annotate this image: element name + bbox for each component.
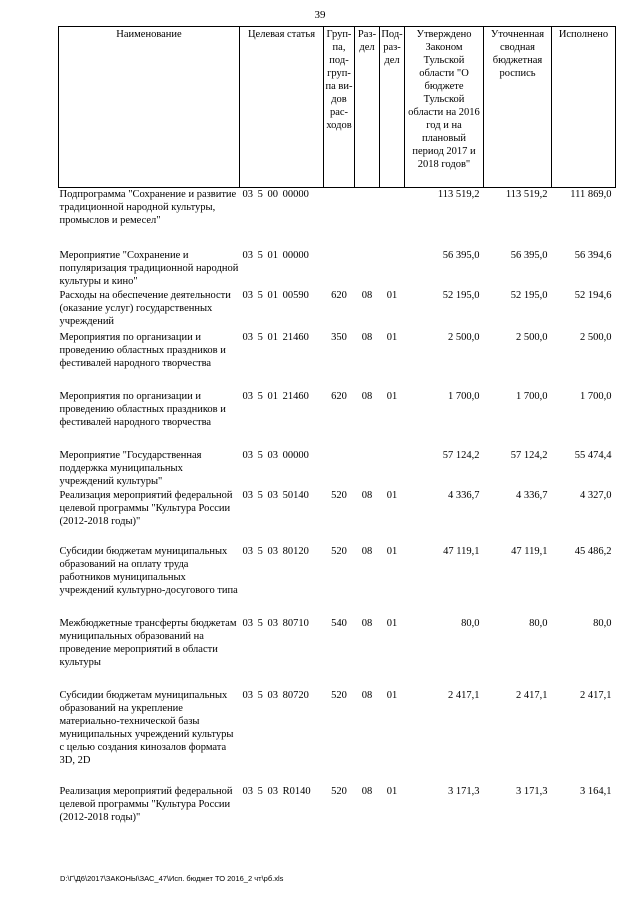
row-target-code: 03 5 03 80720 xyxy=(242,689,309,701)
row-target-code: 03 5 01 00590 xyxy=(242,289,309,301)
table-row xyxy=(59,489,616,545)
row-approved: 47 119,1 xyxy=(443,545,480,557)
row-name: Реализация мероприятий федеральной целевой программы "Культура России (2012-2018 годы)" xyxy=(59,785,233,823)
row-executed: 4 327,0 xyxy=(580,489,612,501)
row-group xyxy=(324,188,355,249)
row-refined: 113 519,2 xyxy=(505,189,548,200)
row-razdel: 08 xyxy=(361,545,373,557)
header-name: Наименование xyxy=(59,27,240,188)
row-razdel: 08 xyxy=(361,289,373,301)
row-podrazdel: 01 xyxy=(386,390,398,402)
table-row xyxy=(59,785,616,841)
table-row xyxy=(59,617,616,689)
row-target-code: 03 5 03 R0140 xyxy=(242,785,311,797)
row-group: 520 xyxy=(331,545,347,557)
row-razdel: 08 xyxy=(361,785,373,797)
row-target-code: 03 5 01 21460 xyxy=(242,390,309,402)
row-podrazdel: 01 xyxy=(386,545,398,557)
row-approved: 3 171,3 xyxy=(448,785,480,797)
row-group: 520 xyxy=(331,785,347,797)
row-group: 350 xyxy=(331,331,347,343)
row-target-code: 03 5 03 50140 xyxy=(242,489,309,501)
row-name: Подпрограмма "Сохранение и развитие традиционной народной культуры, промыслов и ремесел" xyxy=(59,189,237,226)
row-refined: 4 336,7 xyxy=(516,489,548,501)
header-code: Целевая статья xyxy=(240,27,324,188)
header-group: Груп-па, под-груп-па ви-дов рас-ходов xyxy=(324,27,355,188)
row-refined: 2 500,0 xyxy=(516,331,548,343)
row-podrazdel xyxy=(380,249,405,289)
row-razdel xyxy=(355,449,380,489)
row-group: 620 xyxy=(331,390,347,402)
row-podrazdel: 01 xyxy=(386,489,398,501)
header-executed: Исполнено xyxy=(552,27,616,188)
row-razdel: 08 xyxy=(361,331,373,343)
row-approved: 56 395,0 xyxy=(442,249,480,261)
row-podrazdel xyxy=(380,449,405,489)
row-name: Мероприятие "Сохранение и популяризация традиционной народной культуры и кино" xyxy=(59,249,239,287)
row-group: 520 xyxy=(331,489,347,501)
row-approved: 4 336,7 xyxy=(448,489,480,501)
table-header-row xyxy=(59,27,616,188)
row-name: Субсидии бюджетам муниципальных образований на укрепление материально-технической базы муниципальных учреждений культуры с целью создания кинозалов формата 3D, 2D xyxy=(59,689,234,766)
row-group: 540 xyxy=(331,617,347,629)
row-podrazdel: 01 xyxy=(386,785,398,797)
row-razdel: 08 xyxy=(361,390,373,402)
header-podrazdel: Под-раз-дел xyxy=(380,27,405,188)
table-row xyxy=(59,689,616,785)
row-executed: 1 700,0 xyxy=(580,390,612,402)
row-name: Мероприятия по организации и проведению областных праздников и фестивалей народного творчества xyxy=(59,331,226,369)
row-approved: 80,0 xyxy=(461,617,480,629)
table-row xyxy=(59,331,616,390)
row-refined: 56 395,0 xyxy=(510,249,548,261)
row-refined: 52 195,0 xyxy=(510,289,548,301)
row-group: 520 xyxy=(331,689,347,701)
row-razdel: 08 xyxy=(361,489,373,501)
row-refined: 3 171,3 xyxy=(516,785,548,797)
row-target-code: 03 5 03 00000 xyxy=(242,449,309,461)
budget-table xyxy=(58,26,616,841)
row-refined: 1 700,0 xyxy=(516,390,548,402)
row-razdel: 08 xyxy=(361,689,373,701)
row-refined: 80,0 xyxy=(529,617,548,629)
table-row xyxy=(59,390,616,449)
row-approved: 1 700,0 xyxy=(448,390,480,402)
row-razdel xyxy=(355,249,380,289)
page-number: 39 xyxy=(314,9,326,21)
row-executed: 3 164,1 xyxy=(580,785,612,797)
row-group: 620 xyxy=(331,289,347,301)
row-target-code: 03 5 01 00000 xyxy=(242,249,309,261)
row-executed: 2 417,1 xyxy=(580,689,612,701)
row-podrazdel: 01 xyxy=(386,289,398,301)
row-name: Межбюджетные трансферты бюджетам муниципальных образований на проведение мероприятий в области культуры xyxy=(59,617,237,668)
table-row xyxy=(59,449,616,489)
row-approved: 2 417,1 xyxy=(448,689,480,701)
row-refined: 47 119,1 xyxy=(511,545,548,557)
row-podrazdel: 01 xyxy=(386,617,398,629)
row-name: Реализация мероприятий федеральной целевой программы "Культура России (2012-2018 годы)" xyxy=(59,489,233,527)
header-approved: Утверждено Законом Тульской области "О бюджете Тульской области на 2016 год и на плановый период 2017 и 2018 годов" xyxy=(405,27,484,188)
row-approved: 2 500,0 xyxy=(448,331,480,343)
row-executed: 52 194,6 xyxy=(574,289,612,301)
row-name: Мероприятия по организации и проведению областных праздников и фестивалей народного творчества xyxy=(59,390,226,428)
row-approved: 52 195,0 xyxy=(442,289,480,301)
file-path-footer: D:\Г\Д6\2017\ЗАКОНЫ\ЗАС_47\Исп. бюджет ТО 2016_2 чт\рб.xls xyxy=(60,874,284,883)
row-target-code: 03 5 03 80710 xyxy=(242,617,309,629)
row-approved: 113 519,2 xyxy=(437,189,480,200)
row-group xyxy=(324,449,355,489)
row-executed: 2 500,0 xyxy=(580,331,612,343)
row-target-code: 03 5 03 80120 xyxy=(242,545,309,557)
row-razdel xyxy=(355,188,380,249)
header-refined: Уточненная сводная бюджетная роспись xyxy=(484,27,552,188)
row-refined: 57 124,2 xyxy=(510,449,548,461)
row-executed: 56 394,6 xyxy=(574,249,612,261)
row-podrazdel xyxy=(380,188,405,249)
table-row xyxy=(59,188,616,249)
table-row xyxy=(59,249,616,289)
row-name: Мероприятие "Государственная поддержка муниципальных учреждений культуры" xyxy=(59,449,202,487)
row-approved: 57 124,2 xyxy=(442,449,480,461)
header-razdel: Раз-дел xyxy=(355,27,380,188)
row-name: Субсидии бюджетам муниципальных образований на оплату труда работников муниципальных учреждений культурно-досугового типа xyxy=(59,545,238,596)
row-razdel: 08 xyxy=(361,617,373,629)
row-name: Расходы на обеспечение деятельности (оказание услуг) государственных учреждений xyxy=(59,289,231,327)
table-row xyxy=(59,545,616,617)
row-podrazdel: 01 xyxy=(386,331,398,343)
row-podrazdel: 01 xyxy=(386,689,398,701)
table-row xyxy=(59,289,616,331)
row-executed: 45 486,2 xyxy=(574,545,612,557)
row-executed: 111 869,0 xyxy=(570,189,612,200)
row-executed: 80,0 xyxy=(593,617,612,629)
row-target-code: 03 5 00 00000 xyxy=(242,189,309,200)
row-group xyxy=(324,249,355,289)
row-target-code: 03 5 01 21460 xyxy=(242,331,309,343)
row-refined: 2 417,1 xyxy=(516,689,548,701)
row-executed: 55 474,4 xyxy=(574,449,612,461)
